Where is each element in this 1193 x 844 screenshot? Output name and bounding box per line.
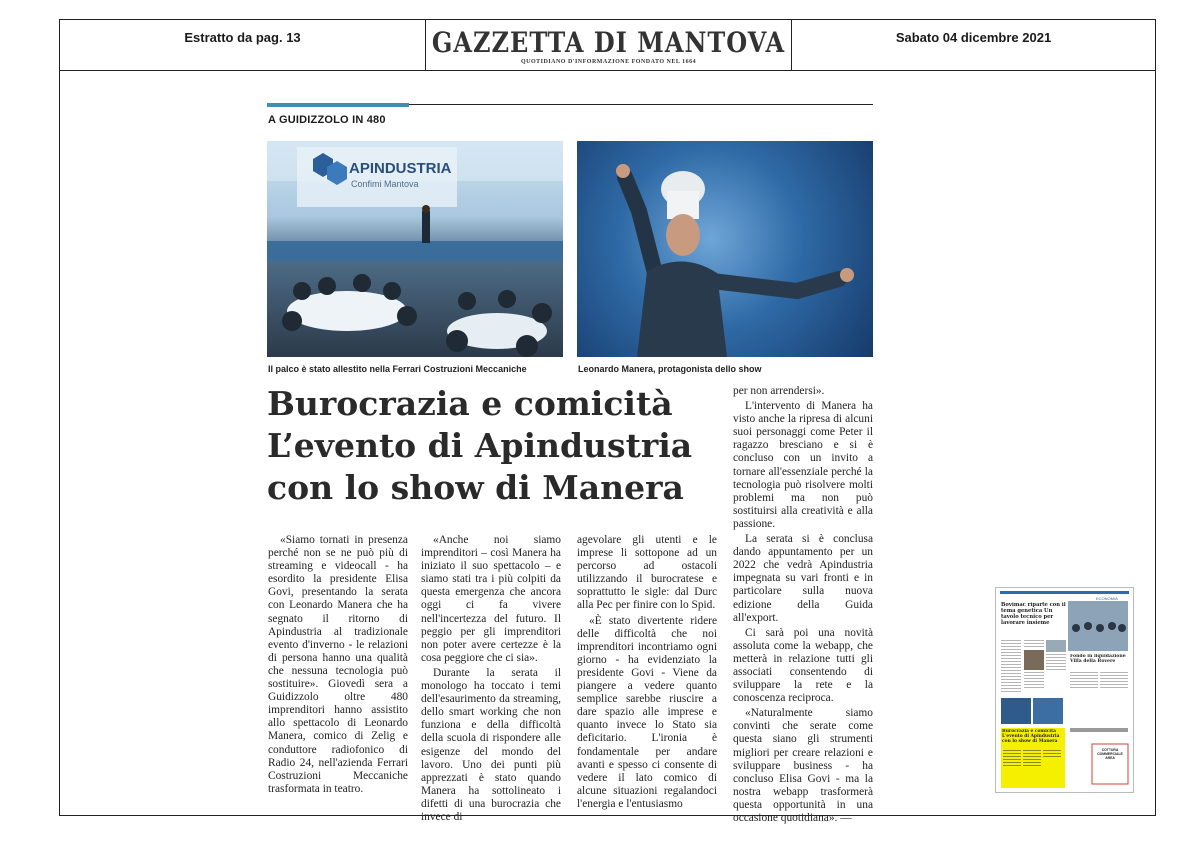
- article-kicker: A GUIDIZZOLO IN 480: [268, 114, 386, 126]
- paragraph: «Naturalmente siamo convinti che serate come questa siano gli strumenti migliori per creare relazioni e sviluppare business - ha concluso Elisa Govi - ma la nostra webapp trasformerà questa opportunità in una occasione quotidiana». —: [733, 707, 873, 824]
- photo-stage: [267, 141, 563, 357]
- date-label: Sabato 04 dicembre 2021: [895, 30, 1052, 45]
- photo-comedian-caption: Leonardo Manera, protagonista dello show: [578, 364, 762, 374]
- paragraph: L'intervento di Manera ha visto anche la ripresa di alcuni suoi personaggi come Peter il ragazzo bresciano e si è concluso con un invito a tornare all'essenziale perché la tecnologia può risolvere molti problemi ma non può sostituirsi alla creatività e alla passione.: [733, 400, 873, 530]
- headline-line-3: con lo show di Manera: [267, 468, 684, 507]
- stage-sign-sub: Confimi Mantova: [351, 179, 419, 189]
- photo-stage-caption: Il palco è stato allestito nella Ferrari Costruzioni Meccaniche: [268, 364, 527, 374]
- thumbnail-section: ECONOMIA: [1096, 596, 1118, 601]
- photo-comedian: [577, 141, 873, 357]
- thumbnail-headline-2: Fondo in liquidazione Villa della Rovere: [1070, 654, 1126, 665]
- paragraph: «È stato divertente ridere delle difficoltà che noi imprenditori incontriamo ogni giorno - ha evidenziato la presidente Govi - Viene da piangere a vedere quanto semplice sarebbe riuscire a dare spazio alle imprese e quanto invece lo Stato sia deficitario. L'ironia è fondamentale per andare avanti e spesso ci consente di vedere il lato comico di alcune situazioni regalandoci l'energia e l'entusiasmo: [577, 614, 717, 810]
- body-column-3: [577, 534, 717, 811]
- thumbnail-art: [996, 588, 1133, 792]
- page-thumbnail[interactable]: [995, 587, 1134, 793]
- masthead-logo: GAZZETTA DI MANTOVA: [431, 25, 786, 60]
- headline-line-2: L’evento di Apindustria: [267, 426, 693, 465]
- article-rule-accent: [267, 103, 409, 107]
- thumbnail-ad: COTTURA COMMERCIALE AREA: [1097, 748, 1123, 760]
- masthead-tagline: QUOTIDIANO D'INFORMAZIONE FONDATO NEL 1664: [520, 59, 697, 65]
- paragraph: «Siamo tornati in presenza perché non se ne può più di streaming e videocall - ha esordito la presidente Elisa Govi, presentando la serata con Leonardo Manera che ha segnato il ritorno di Apindustria al tradizionale evento d'inverno - le relazioni di persona hanno una qualità che nessuna tecnologia può sostituire». Giovedì sera a Guidizzolo oltre 480 imprenditori hanno assistito allo spettacolo di Leonardo Manera, comico di Zelig e conduttore radiofonico di Radio 24, nell'azienda Ferrari Costruzioni Meccaniche trasformata in teatro.: [268, 534, 408, 795]
- photo-stage-art: [267, 141, 563, 357]
- body-column-4: [733, 385, 873, 825]
- thumbnail-headline-3: Burocrazia e comicità L'evento di Apindustria con lo show di Manera: [1002, 729, 1060, 744]
- paragraph: La serata si è conclusa dando appuntamento per un 2022 che vedrà Apindustria impegnata su vari fronti e in particolare sulla nuova edizione della Guida all'export.: [733, 533, 873, 624]
- extract-label: Estratto da pag. 13: [184, 30, 301, 45]
- thumbnail-headline-1: Bovimac riparte con il tema genetica Un tavolo tecnico per lavorare insieme: [1001, 602, 1066, 626]
- paragraph: «Anche noi siamo imprenditori – così Manera ha iniziato il suo spettacolo – e siamo stati tra i più colpiti da questa emergenza che ancora oggi ci fa vivere nell'incertezza del futuro. Il peggio per gli imprenditori non poter avere certezze è la cosa peggiore che ci sia».: [421, 534, 561, 664]
- paragraph: Ci sarà poi una novità assoluta come la webapp, che metterà in relazione tutti gli associati consentendo di sviluppare la rete e la conoscenza reciproca.: [733, 626, 873, 705]
- paragraph: Durante la serata il monologo ha toccato i temi dell'esaurimento da streaming, dello smart working che non funziona e della difficoltà della scuola di rispondere alle esigenze del mondo del lavoro. Uno dei punti più apprezzati è stato quando Manera ha sottolineato i difetti di una burocrazia che invece di: [421, 666, 561, 823]
- photo-comedian-art: [577, 141, 873, 357]
- body-column-1: [268, 534, 408, 796]
- stage-sign-title: APINDUSTRIA: [349, 160, 452, 177]
- headline-line-1: Burocrazia e comicità: [267, 384, 673, 423]
- paragraph: agevolare gli utenti e le imprese li sottopone ad un percorso ad ostacoli utilizzando il burocratese e soprattutto le sigle: dal Durc alla Pec per finire con lo Spid.: [577, 534, 717, 612]
- body-column-2: [421, 534, 561, 824]
- paragraph: per non arrendersi».: [733, 385, 825, 397]
- article-headline: [267, 383, 717, 509]
